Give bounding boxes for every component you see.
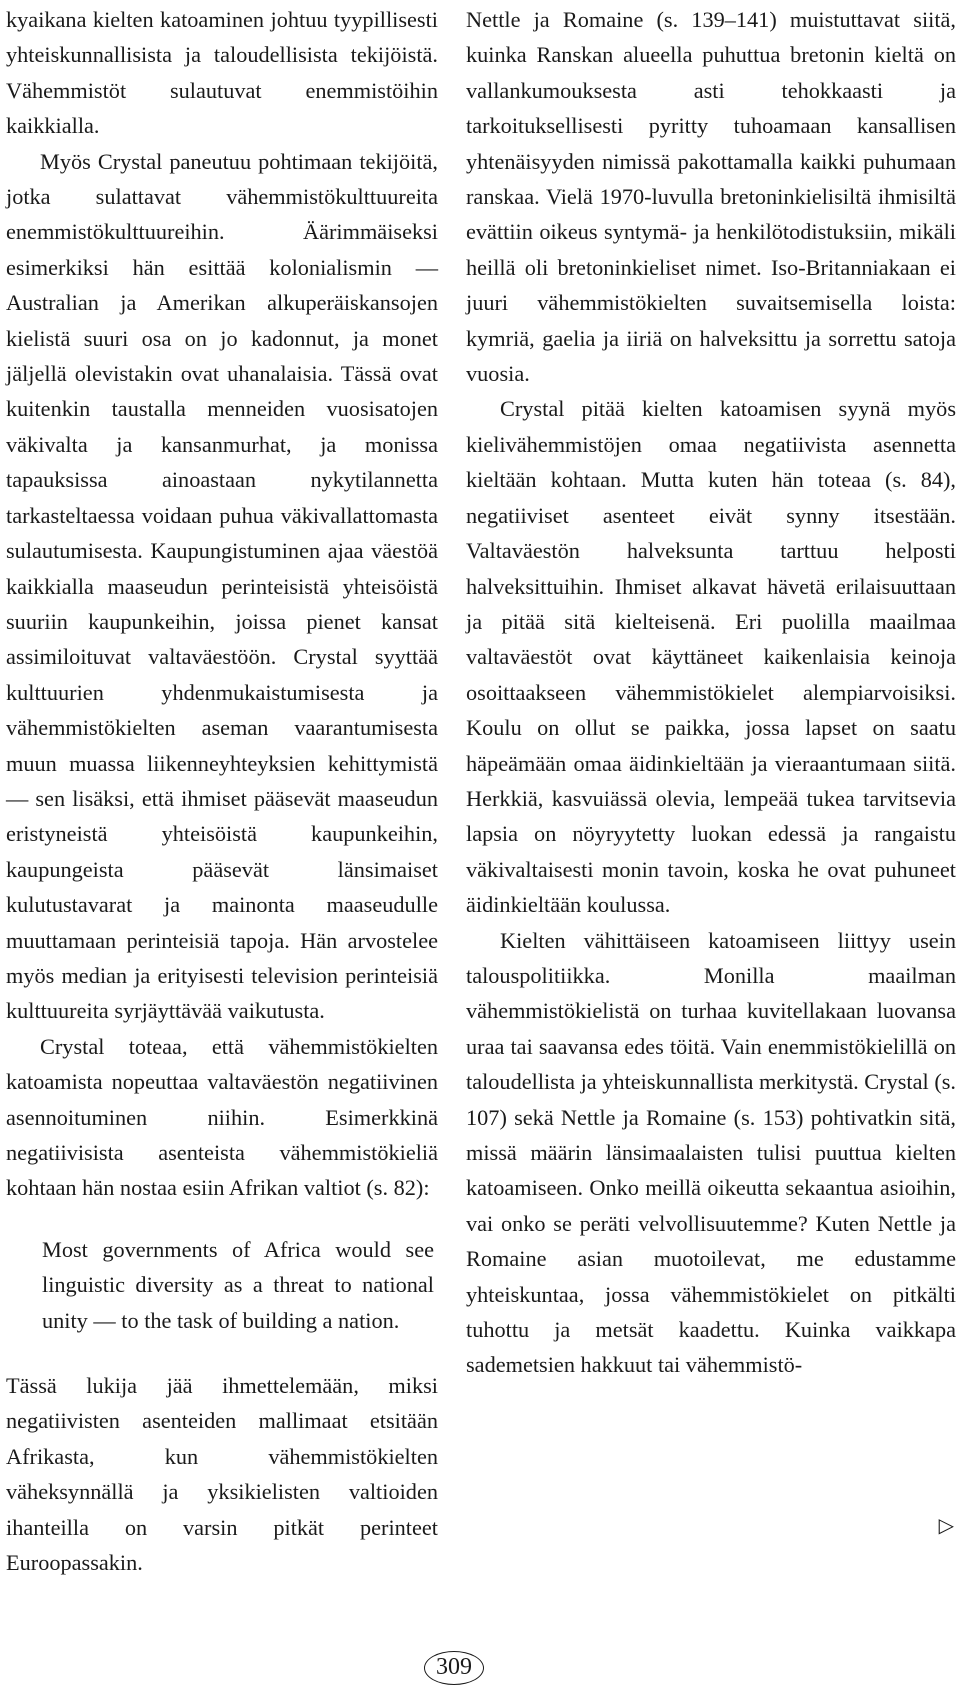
left-paragraph-1: kyaikana kielten katoaminen johtuu tyypillisesti yhteiskunnallisista ja taloudellisista tekijöistä. Vähemmistöt sulautuvat enemmistöihin kaikkialla. <box>6 7 438 139</box>
left-paragraph-3: Crystal toteaa, että vähemmistökielten katoamista nopeuttaa valtaväestön negatiivinen asennoituminen niihin. Esimerkkinä negatiivisista asenteista vähemmistökieliä kohtaan hän nostaa esiin Afrikan valtiot (s. 82): <box>6 1033 438 1201</box>
right-paragraph-3: Kielten vähittäiseen katoamiseen liittyy usein talouspolitiikka. Monilla maailman vähemmistökielistä on turhaa kuvitellakaan luovansa uraa tai saavansa edes töitä. Vain enemmistökielillä on taloudellista ja yhteiskunnallista merkitystä. Crystal (s. 107) sekä Nettle ja Romaine (s. 153) pohtivatkin sitä, missä määrin länsimaalaisten tulisi puuttua kielten katoamiseen. Onko meillä oikeutta sekaantua asioihin, vai onko se peräti velvollisuutemme? Kuten Nettle ja Romaine asian muotoilevat, me edustamme yhteiskuntaa, jossa vähemmistökielet on pitkälti tuhottu ja metsät kaadettu. Kuinka vaikkapa sademetsien hakkuut tai vähemmistö- <box>466 927 956 1378</box>
page-number: 309 <box>424 1651 484 1685</box>
right-column <box>466 2 956 1383</box>
block-quote-text: Most governments of Africa would see linguistic diversity as a threat to national unity — to the task of building a nation. <box>42 1236 434 1333</box>
right-paragraph-1: Nettle ja Romaine (s. 139–141) muistuttavat siitä, kuinka Ranskan alueella puhuttua bretonin kieltä on vallankumouksesta asti tehokkaasti ja tarkoituksellisesti pyritty tuhoamaan kansallisen yhtenäisyyden nimissä pakottamalla kaikki puhumaan ranskaa. Vielä 1970-luvulla bretoninkielisiltä ihmisiltä evättiin oikeus syntymä- ja henkilötodistuksiin, mikäli heillä oli bretoninkieliset nimet. Iso-Britanniakaan ei juuri vähemmistökielten suvaitsemisella loista: kymriä, gaelia ja iiriä on halveksittu ja sorrettu satoja vuosia. <box>466 7 956 387</box>
left-paragraph-2: Myös Crystal paneutuu pohtimaan tekijöitä, jotka sulattavat vähemmistökulttuureita enemmistökulttuureihin. Äärimmäiseksi esimerkiksi hän esittää kolonialismin — Australian ja Amerikan alkuperäiskansojen kielistä suuri osa on jo kadonnut, ja monet jäljellä olevistakin ovat uhanalaisia. Tässä ovat kuitenkin taustalla menneiden vuosisatojen väkivalta ja kansanmurhat, ja monissa tapauksissa ainoastaan nykytilannetta tarkasteltaessa voidaan puhua väkivallattomasta sulautumisesta. Kaupungistuminen ajaa väestöä kaikkialla maaseudun perinteisistä yhteisöistä suuriin kaupunkeihin, joissa pienet kansat assimiloituvat valtaväestöön. Crystal syyttää kulttuurien yhdenmukaistumisesta ja vähemmistökielten aseman vaarantumisesta muun muassa liikenneyhteyksien kehittymistä — sen lisäksi, että ihmiset pääsevät maaseudun eristyneistä yhteisöistä kaupunkeihin, kaupungeista pääsevät länsimaiset kulutustavarat ja mainonta maaseudulle muuttamaan perinteisiä tapoja. Hän arvostelee myös median ja erityisesti television perinteisiä kulttuureita syrjäyttävää vaikutusta. <box>6 148 438 1024</box>
continue-arrow-icon: ▷ <box>938 1515 954 1537</box>
left-paragraph-4: Tässä lukija jää ihmettelemään, miksi negatiivisten asenteiden mallimaat etsitään Afrikasta, kun vähemmistökielten väheksynnällä ja yksikielisten valtioiden ihanteilla on varsin pitkät perinteet Euroopassakin. <box>6 1373 438 1576</box>
block-quote <box>42 1232 434 1338</box>
right-paragraph-2: Crystal pitää kielten katoamisen syynä myös kielivähemmistöjen omaa negatiivista asennetta kieltään kohtaan. Mutta kuten hän toteaa (s. 84), negatiiviset asenteet eivät synny itsestään. Valtaväestön halveksunta tarttuu helposti halveksittuihin. Ihmiset alkavat hävetä erilaisuuttaan ja pitää sitä kielteisenä. Eri puolilla maailmaa valtaväestöt ovat käyttäneet kaikenlaisia keinoja osoittaakseen vähemmistökielet alempiarvoisiksi. Koulu on ollut se paikka, jossa lapset on saatu häpeämään omaa äidinkieltään ja vieraantumaan siitä. Herkkiä, kasvuiässä olevia, lempeää tukea tarvitsevia lapsia on nöyryytetty luokan edessä ja rangaistu väkivaltaisesti monin tavoin, koska he ovat puhuneet äidinkieltään koulussa. <box>466 396 956 918</box>
left-column <box>6 2 438 1580</box>
